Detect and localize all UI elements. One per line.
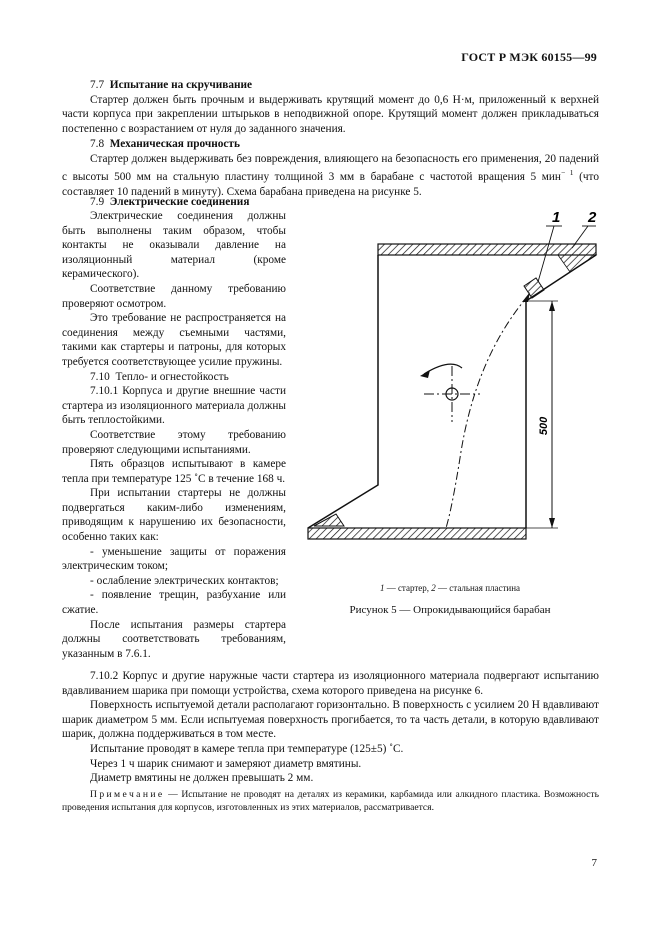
legend-text: — стартер, xyxy=(384,583,432,593)
list-item: - ослабление электрических контактов; xyxy=(90,574,279,587)
rotation-arrow xyxy=(424,364,462,374)
note-label: Примечание xyxy=(90,789,165,800)
page-number: 7 xyxy=(591,857,597,869)
section-title: Испытание на скручивание xyxy=(109,79,253,91)
section-title: Механическая прочность xyxy=(109,138,240,150)
section-7-8 xyxy=(62,137,599,199)
paragraph: Через 1 ч шарик снимают и замеряют диаметр вмятины. xyxy=(90,757,362,770)
section-7-10-2 xyxy=(62,669,599,786)
paragraph xyxy=(62,152,599,200)
paragraph: После испытания размеры стартера должны соответствовать требованиям, указанным в 7.6.1. xyxy=(62,618,286,660)
list-item: - появление трещин, разбухание или сжатие. xyxy=(62,589,286,617)
legend-number: 2 xyxy=(431,583,436,593)
figure-legend xyxy=(300,583,600,593)
left-column xyxy=(62,209,286,661)
paragraph: Это требование не распространяется на соединения между съемными частями, такими как стартеры и патроны, для которых требуется соответствующее усилие пружины. xyxy=(62,312,286,368)
paragraph: Стартер должен быть прочным и выдерживать крутящий момент до 0,6 Н·м, приложенный к верхней части корпуса при закреплении штырьков в неподвижной опоре. Крутящий момент должен прикладываться постепенно с возрастанием от нуля до заданного значения. xyxy=(62,93,599,135)
fall-trajectory xyxy=(446,296,528,528)
note-dash: — xyxy=(164,789,182,800)
section-number: 7.10 xyxy=(90,370,110,383)
document-header: ГОСТ Р МЭК 60155—99 xyxy=(461,50,597,64)
paragraph: 7.10.2 Корпус и другие наружные части стартера из изоляционного материала подвергают испытанию вдавливанием шарика при помощи устройства, схема которого приведена на рисунке 6. xyxy=(62,670,599,697)
starter-top xyxy=(524,278,544,298)
label-1: 1 xyxy=(552,209,561,226)
legend-text: — стальная пластина xyxy=(435,583,521,593)
paragraph: Поверхность испытуемой детали располагают горизонтально. В поверхность с усилием 20 Н вдавливают шарик диаметром 5 мм. Если испытуемая поверхность прогибается, то та часть детали, в которую вдавливают шарик, должна поддерживаться в том месте. xyxy=(62,699,599,741)
barrel-outline-right xyxy=(526,255,596,528)
section-number: 7.7 xyxy=(90,79,105,91)
paragraph: Испытание проводят в камере тепла при температуре (125±5) ˚С. xyxy=(90,742,404,755)
paragraph: 7.10.1 Корпуса и другие внешние части стартера из изоляционного материала должны быть теплостойкими. xyxy=(62,385,286,427)
paragraph: При испытании стартеры не должны подвергаться каким-либо изменениям, приводящим к нарушению их безопасности, особенно таких как: xyxy=(62,487,286,544)
section-7-7 xyxy=(62,78,599,136)
superscript: − 1 xyxy=(560,168,574,178)
section-title: Электрические соединения xyxy=(109,196,250,208)
paragraph: Соответствие этому требованию проверяют следующими испытаниями. xyxy=(62,428,286,456)
section-number: 7.8 xyxy=(90,138,105,150)
figure-caption: Рисунок 5 — Опрокидывающийся барабан xyxy=(349,604,551,616)
note-text: Испытание не проводят на деталях из керамики, карбамида или алкидного пластика. Возможность проведения испытания для корпусов, изготовленных из этих материалов, рассматривается. xyxy=(62,789,599,813)
bottom-steel-plate xyxy=(308,528,526,539)
legend-number: 1 xyxy=(379,583,385,593)
dimension-label: 500 xyxy=(538,416,550,436)
note xyxy=(62,789,599,814)
paragraph: Диаметр вмятины не должен превышать 2 мм. xyxy=(90,772,314,785)
barrel-outline xyxy=(308,255,378,528)
tumbling-barrel-figure xyxy=(300,208,600,548)
wedge-top xyxy=(558,255,596,272)
list-item: - уменьшение защиты от поражения электрическим током; xyxy=(62,545,286,573)
paragraph: Соответствие данному требованию проверяют осмотром. xyxy=(62,282,286,310)
section-number: 7.9 xyxy=(90,196,105,208)
paragraph-text: Стартер должен выдерживать без повреждения, влияющего на безопасность его применения, 20 падений с высоты 500 мм на стальную пластину толщиной 3 мм в барабане с частотой вращения 5 мин xyxy=(62,152,599,183)
label-2: 2 xyxy=(588,209,597,226)
top-steel-plate xyxy=(378,244,596,255)
paragraph: Электрические соединения должны быть выполнены таким образом, чтобы контакты не оказывали давление на изоляционный материал (кроме керамического). xyxy=(62,210,286,281)
paragraph-text: (что составляет 10 падений в минуту). Схема барабана приведена на рисунке 5. xyxy=(62,170,599,198)
paragraph: Пять образцов испытывают в камере тепла при температуре 125 ˚С в течение 168 ч. xyxy=(62,458,286,485)
section-title: Тепло- и огнестойкость xyxy=(115,370,229,383)
